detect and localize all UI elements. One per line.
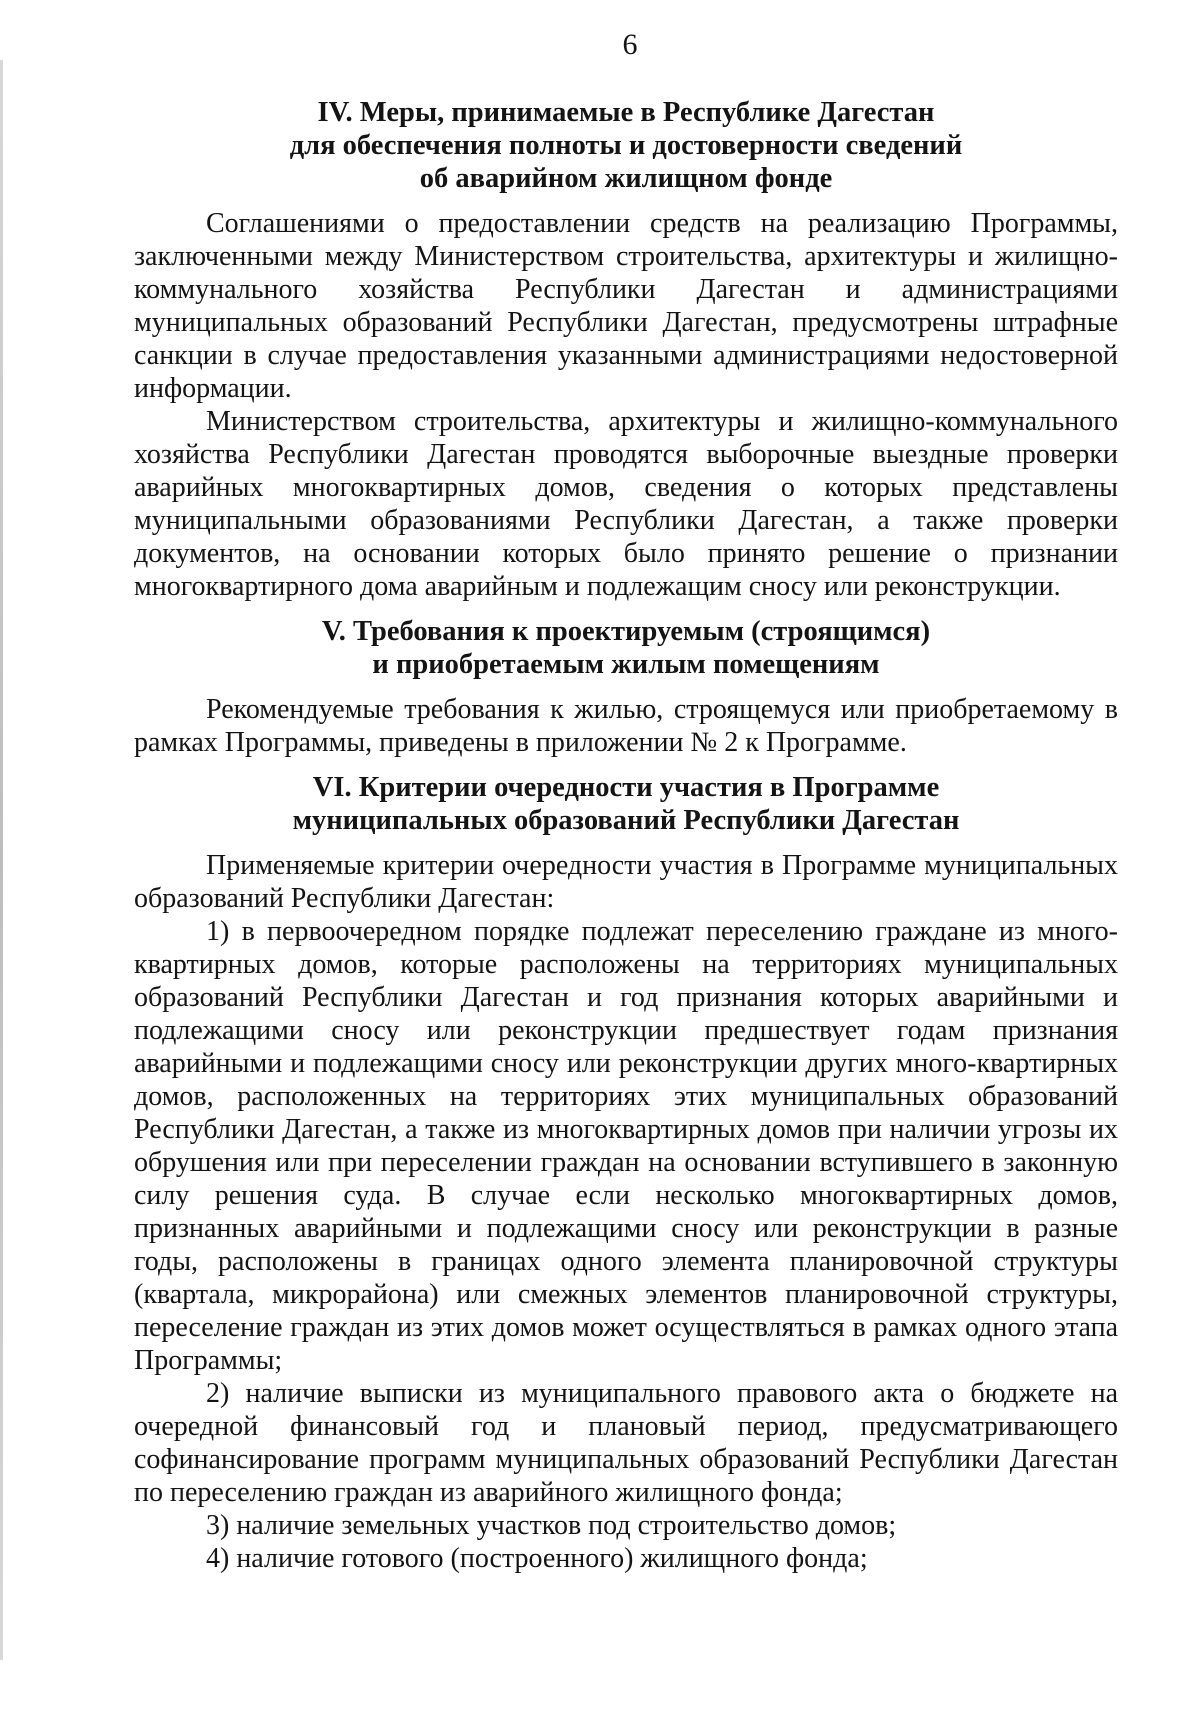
section-heading-iv: [134, 96, 1118, 195]
list-item: 3) наличие земельных участков под строительство домов;: [206, 1510, 897, 1541]
heading-line: муниципальных образований Республики Дагестан: [292, 805, 960, 836]
heading-line: IV. Меры, принимаемые в Республике Дагестан: [317, 97, 935, 128]
paragraph: Применяемые критерии очередности участия в Программе муниципальных образований Республики Дагестан:: [134, 850, 1118, 914]
document-body: [134, 96, 1118, 1575]
heading-line: для обеспечения полноты и достоверности сведений: [289, 130, 963, 161]
paragraph: Рекомендуемые требования к жилью, строящемуся или приобретаемому в рамках Программы, приведены в приложении № 2 к Программе.: [134, 694, 1118, 758]
list-item: 1) в первоочередном порядке подлежат переселению граждане из много-квартирных домов, которые расположены на территориях муниципальных образований Республики Дагестан и год признания которых аварийными и подлежащими сносу или реконструкции предшествует годам признания аварийными и подлежащими сносу или реконструкции других много-квартирных домов, расположенных на территориях этих муниципальных образований Республики Дагестан, а также из многоквартирных домов при наличии угрозы их обрушения или при переселении граждан на основании вступившего в законную силу решения суда. В случае если несколько многоквартирных домов, признанных аварийными и подлежащими сносу или реконструкции в разные годы, расположены в границах одного элемента планировочной структуры (квартала, микрорайона) или смежных элементов планировочной структуры, переселение граждан из этих домов может осуществляться в рамках одного этапа Программы;: [134, 916, 1118, 1376]
paragraph: Соглашениями о предоставлении средств на реализацию Программы, заключенными между Министерством строительства, архитектуры и жилищно-коммунального хозяйства Республики Дагестан и администрациями муниципальных образований Республики Дагестан, предусмотрены штрафные санкции в случае предоставления указанными администрациями недостоверной информации.: [134, 208, 1118, 404]
section-heading-vi: [134, 771, 1118, 837]
scan-edge: [0, 60, 3, 1660]
list-item: 4) наличие готового (построенного) жилищного фонда;: [206, 1543, 868, 1574]
heading-line: V. Требования к проектируемым (строящимся): [321, 616, 931, 647]
heading-line: и приобретаемым жилым помещениям: [372, 649, 880, 680]
section-heading-v: [134, 615, 1118, 681]
heading-line: об аварийном жилищном фонде: [419, 163, 833, 194]
heading-line: VI. Критерии очередности участия в Программе: [312, 772, 940, 803]
paragraph: Министерством строительства, архитектуры и жилищно-коммунального хозяйства Республики Дагестан проводятся выборочные выездные проверки аварийных многоквартирных домов, сведения о которых представлены муниципальными образованиями Республики Дагестан, а также проверки документов, на основании которых было принято решение о признании многоквартирного дома аварийным и подлежащим сносу или реконструкции.: [134, 406, 1118, 602]
page-number: 6: [622, 28, 638, 61]
list-item: 2) наличие выписки из муниципального правового акта о бюджете на очередной финансовый год и плановый период, предусматривающего софинансирование программ муниципальных образований Республики Дагестан по переселению граждан из аварийного жилищного фонда;: [134, 1378, 1118, 1508]
